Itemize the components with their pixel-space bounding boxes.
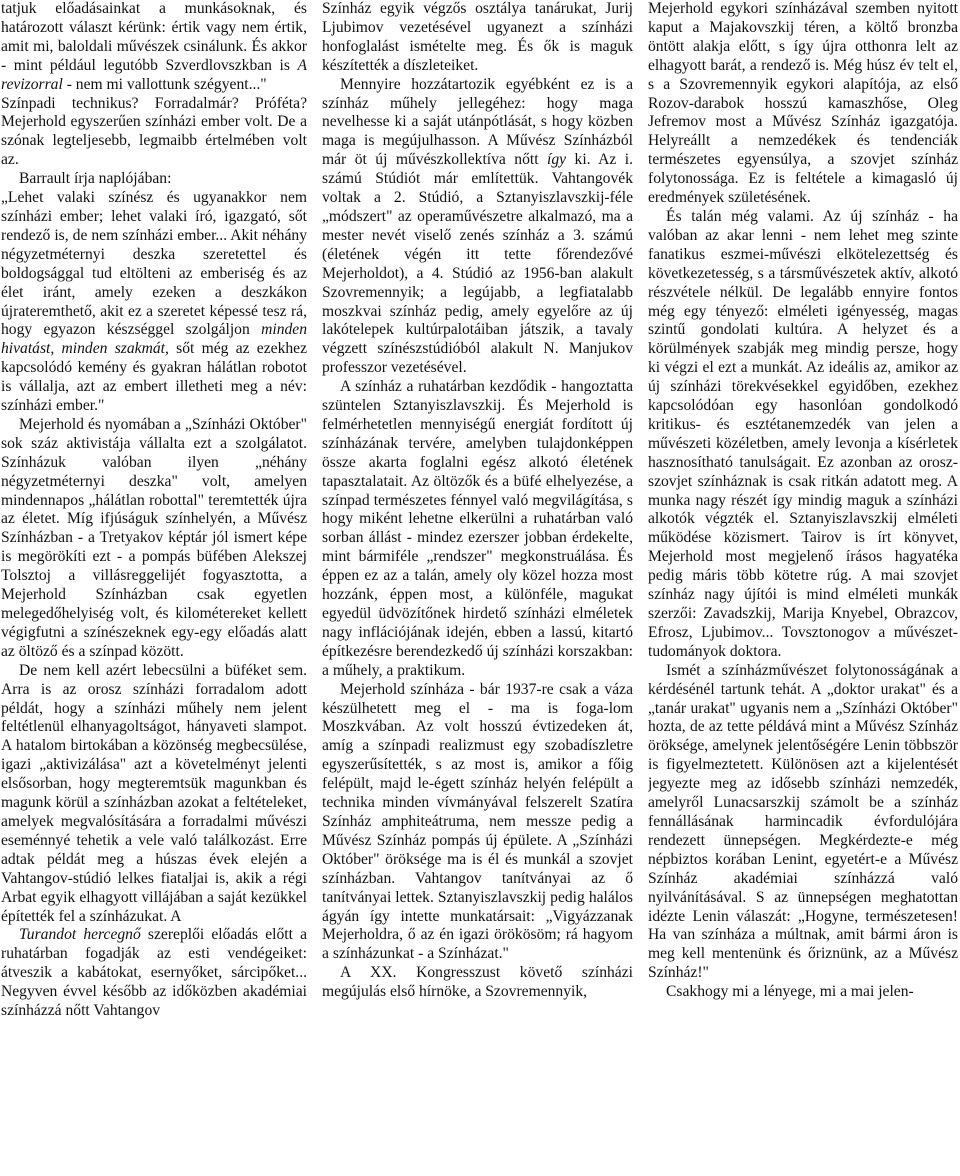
paragraph-text: „Lehet valaki színész és ugyanakkor nem színházi ember; lehet valaki író, igazgató, sőt rendező is, de nem színházi ember... Akit néhány négyzetméternyi deszka szeretettel és boldogsággal tud eltölteni az emberiség és az élet iránt, amely ezeken a deszkákon újrateremthető, akit ez a szeretet képessé tesz rá, hogy egyazon készséggel szolgáljon [1, 189, 307, 339]
text-column-right [648, 0, 958, 1176]
paragraph-text: szereplői előadás előtt a ruhatárban fogadják az esti vendégeiket: átveszik a kabátokat, esernyőket, sárcipőket... Negyven évvel később az időközben akadémiai színházzá nőtt Vahtangov [1, 926, 307, 1020]
emphasis-text: így [547, 151, 567, 169]
paragraph: Barrault írja naplójában: [19, 170, 172, 188]
paragraph-text: Mennyire hozzátartozik egyébként ez is a színház műhely jellegéhez: hogy maga nevelhesse ki a saját utánpótlását, s hogy közben maga is megújulhasson. A Művész Színházból már öt új művészkollektíva nőtt [322, 75, 633, 169]
text-column-middle [322, 0, 633, 1176]
paragraph: A színház a ruhatárban kezdődik - hangoztatta szüntelen Sztanyiszlavszkij. És Mejerhold is felmérhetetlen mennyiségű energiát fordított új színházának tervére, amelyben tulajdonképpen össze akarta foglalni egész alkotó életének tapasztalatait. Az öltözők és a büfé elhelyezése, a színpad természetes fénnyel való megvilágítása, s hogy miként lehetne elkerülni a ruhatárban való sorban állást - mindez ezerszer jobban érdekelte, mint bármiféle „rendszer" megkonstruálása. És éppen ez az a talán, amely oly közel hozza most hozzánk, éppen most, a különféle, magukat egyedül üdvözítőnek hirdető színházi elméletek nagy inflációjának idején, ebben a lassú, kitartó építkezésre berendezkedő új színházi korszakban: a műhely, a praktikum. [322, 378, 633, 679]
paragraph: Színpadi technikus? Forradalmár? Próféta? Mejerhold egyszerűen színházi ember volt. De a szónak legteljesebb, legmaibb értelmében volt az. [1, 94, 307, 169]
paragraph: Mejerhold színháza - bár 1937-re csak a váza készülhetett meg el - ma is foga-lom Moszkvában. Az volt hosszú évtizedeken át, amíg a színpadi realizmust egy szobadíszletre egyszerűsítették, s az most is, amikor a főig felépült, majd le-égett színház helyén felépült a technika minden vívmányával felszerelt Szatíra Színház amphiteátruma, nem messze pedig a Művész Színház pompás új épülete. A „Színházi Október" öröksége ma is él és munkál a szovjet színházban. Vahtangov tanítványai az ő tanítványai lettek. Sztanyiszlavszkij pedig halálos ágyán így intette munkatársait: „Vigyázzanak Mejerholdra, ő az én igazi örökösöm; rá hagyom a színházunkat - a Színházat." [322, 680, 633, 963]
paragraph-text: tatjuk előadásainkat a munkásoknak, és határozott választ kérünk: értik vagy nem értik, amit mi, baloldali művészek csinálunk. És akkor - mint például legutóbb Szverdlovszkban is [1, 0, 307, 74]
paragraph: És talán még valami. Az új színház - ha valóban az akar lenni - nem lehet meg szinte fanatikus eszmei-művészi elkötelezettség és következetesség, s a társművészetek aktív, alkotó részvétele nélkül. De legalább ennyire fontos még egy tényező: elméleti igényesség, magas szintű gondolati kultúra. A helyzet és a körülmények szabják meg mindig persze, hogy ki végzi el ezt a munkát. Az ideális az, amikor az új színházi törekvésekkel egyidőben, ezekhez kapcsolódóan egy hasonlóan gondolkodó kritikus- és esztétanemzedék van jelen a művészeti közéletben, amely levonja a kísérletek hasznosítható tanulságait. Ez azonban az orosz-szovjet színháznak is csak ritkán adatott meg. A munka nagy részét így mindig maguk a színházi alkotók végzték el. Sztanyiszlavszkij elméleti működése közismert. Tairov is írt könyvet, Mejerhold most megjelenő írásos hagyatéka pedig máris több kötetre rúg. A mai szovjet színház nagy újítói is mind elméleti munkák szerzői: Zavadszkij, Marija Knyebel, Obrazcov, Efrosz, Ljubimov... Tovsztonogov a művészet-tudományok doktora. [648, 207, 958, 660]
text-column-left [1, 0, 307, 1176]
paragraph [1, 0, 307, 95]
block-quote [1, 189, 307, 416]
paragraph-text: - nem mi vallottunk szégyent..." [62, 75, 267, 93]
paragraph-text: ki. Az i. számú Stúdiót már említettük. Vahtangovék voltak a 2. Stúdió, a Sztanyiszlavszkij-féle „módszert" az operaművészetre alkalmazó, ma a mester nevét viselő zenés színház a 3. számú (életének végén itt tette főrendezővé Mejerholdot), a 4. Stúdió az 1956-ban alakult Szovremennyik; a legújabb, a legfiatalabb moszkvai színház pedig, amely egyelőre az új lakótelepek kultúrpalotáiban játszik, a tavaly végzett színészstúdióból alakult N. Manjukov professzor vezetésével. [322, 151, 633, 377]
play-title: A revizorral [1, 56, 307, 93]
paragraph: Mejerhold egykori színházával szemben nyitott kaput a Majakovszkij téren, a költő bronzba öntött alakja előtt, s így újra otthonra lelt az elhagyott barát, a rendező is. Még húsz év telt el, s a Szovremennyik egykori alapítója, az első Rozov-darabok hosszú kamaszhőse, Oleg Jefremov most a Művész Színház igazgatója. Helyreállt a nemzedékek és tendenciák természetes egyensúlya, a szovjet színház folytonossága. Ez is feltétele a kimagasló új eredmények születésének. [648, 0, 958, 207]
paragraph [1, 926, 307, 1021]
emphasis-text: minden hivatást, minden szakmát, [1, 321, 307, 358]
paragraph: Csakhogy mi a lényege, mi a mai jelen- [666, 983, 914, 1001]
paragraph [322, 76, 633, 379]
paragraph: Ismét a színházművészet folytonosságának a kérdésénél tartunk tehát. A „doktor urakat" és a „tanár urakat" ugyanis nem a „Színházi Október" hozta, de az tette példává mint a Művész Színház öröksége, amelynek jelentőségére Lenin többször is figyelmeztetett. Különösen azt a kijelentését jegyezte meg az idősebb színházi nemzedék, amelyről Lunacsarszkij számolt be a színház fennállásának harmincadik évfordulójára rendezett ünnepségen. Megkérdezte-e még népbiztos korában Lenint, egyetért-e a Művész Színház akadémiai színházzá való nyilvánításával. S az ünnepségen meghatottan idézte Lenin válaszát: „Hogyne, természetesen! Ha van színháza a múltnak, amit bármi áron is meg kell mentenünk és őriznünk, az a Művész Színház!" [648, 661, 958, 982]
paragraph: De nem kell azért lebecsülni a büféket sem. Arra is az orosz színházi forradalom adott példát, hogy a színházi műhely nem jelent feltétlenül elhanyagoltságot, hányaveti slampot. A hatalom birtokában a közönség megbecsülése, igazi „aktivizálása" azt a követelményt jelenti elsősorban, hogy megteremtsük magunkban és magunk körül a színházban azokat a feltételeket, amelyek megvalósítására a forradalmi művészi eseménnyé tehetik a vele való találkozást. Erre adtak példát meg a húszas évek elején a Vahtangov-stúdió lelkes fiataljai is, akik a régi Arbat egyik elhagyott villájában a saját kezükkel építették fel a színházukat. A [1, 661, 307, 925]
paragraph-text: sőt még az ezekhez kapcsolódó kemény és gyakran hálátlan robotot is vállalja, azt az embert illetheti meg a név: színházi ember." [1, 340, 307, 415]
paragraph: Színház egyik végzős osztálya tanárukat, Jurij Ljubimov vezetésével ugyanezt a színházi honfoglalást ismételte meg. És ők is maguk készítették a díszleteiket. [322, 0, 633, 74]
paragraph: A XX. Kongresszust követő színházi megújulás első hírnöke, a Szovremennyik, [322, 964, 633, 1001]
play-title: Turandot hercegnő [19, 926, 141, 944]
paragraph: Mejerhold és nyomában a „Színházi Október" sok száz aktivistája vállalta ezt a szolgálatot. Színházuk valóban ilyen „néhány négyzetméternyi deszka" volt, amelyen mindennapos „hálátlan robottal" teremtették újra az életet. Míg ifjúságuk színhelyén, a Művész Színházban - a Tretyakov képtár jól ismert képe is megörökíti ezt - a pompás büfében Alekszej Tolsztoj a villásreggelijét fogyasztotta, a Mejerhold Színházban csak egyetlen melegedőhelyiség volt, és kilométereket kellett végigfutni a színészeknek egy-egy előadás alatt az öltöző és a színpad között. [1, 415, 307, 660]
